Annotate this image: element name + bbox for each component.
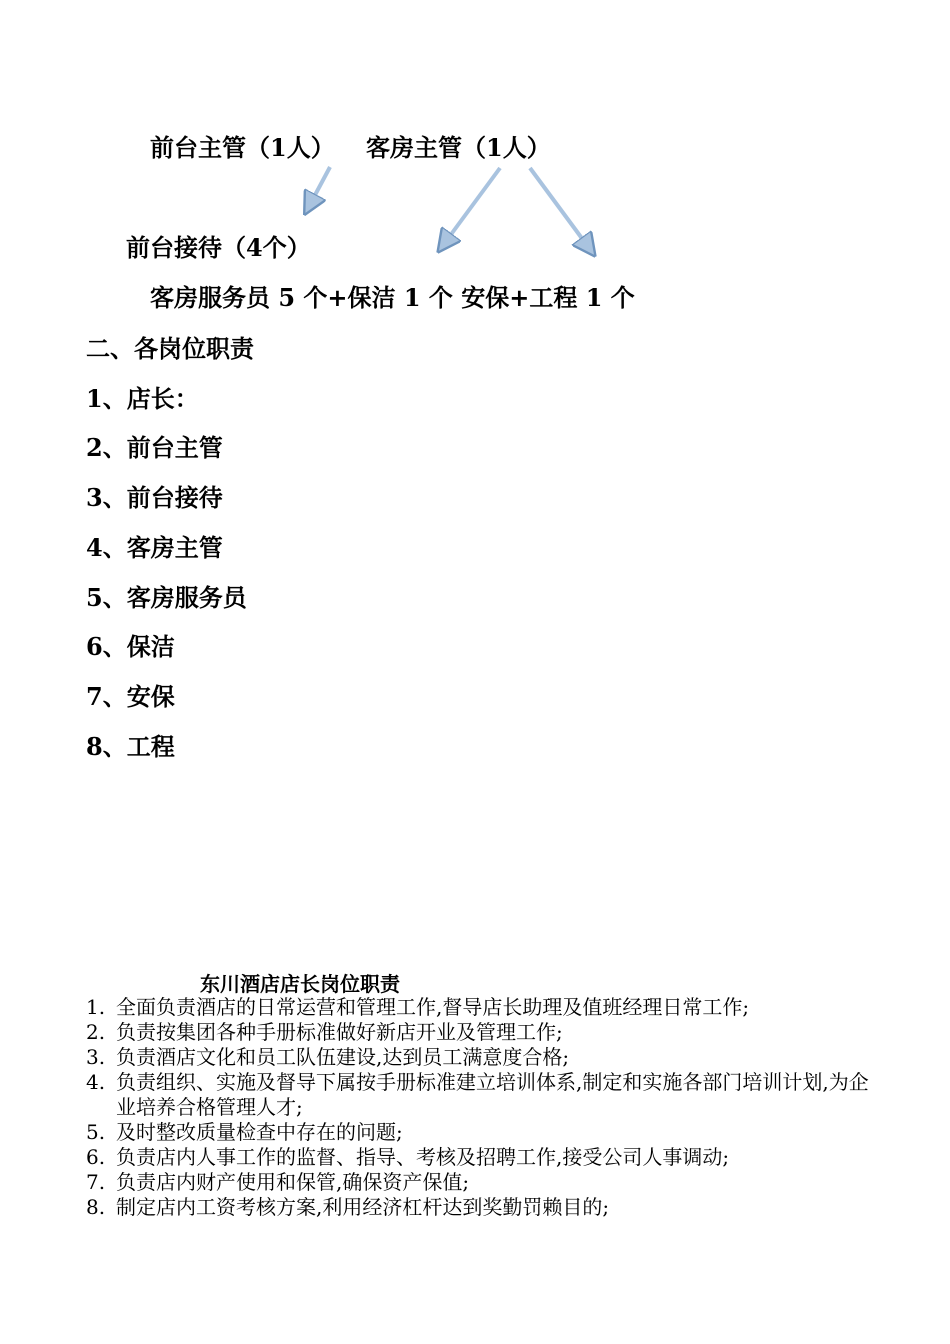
section-title: 二、各岗位职责 <box>86 334 254 363</box>
duty-item: 4. 负责组织、实施及督导下属按手册标准建立培训体系,制定和实施各部门培训计划,为企业培养合格管理人才; <box>86 1070 869 1119</box>
section-item-manager: 1、店长： <box>86 384 199 413</box>
section-item-room-supervisor: 4、客房主管 <box>86 533 223 562</box>
room-staff-label: 客房服务员 5 个+保洁 1 个 安保+工程 1 个 <box>150 283 635 312</box>
room-supervisor-label: 客房主管（1人） <box>366 133 551 162</box>
duty-item: 2. 负责按集团各种手册标准做好新店开业及管理工作; <box>86 1020 563 1044</box>
section-item-front-reception: 3、前台接待 <box>86 483 223 512</box>
section-item-engineering: 8、工程 <box>86 732 175 761</box>
arrow-front-to-reception <box>307 167 330 210</box>
duties-title: 东川酒店店长岗位职责 <box>200 972 400 996</box>
duty-item: 1. 全面负责酒店的日常运营和管理工作,督导店长助理及值班经理日常工作; <box>86 995 750 1019</box>
duties-list <box>86 995 876 1220</box>
duty-item: 8. 制定店内工资考核方案,利用经济杠杆达到奖勤罚赖目的; <box>86 1195 610 1219</box>
duty-item: 6. 负责店内人事工作的监督、指导、考核及招聘工作,接受公司人事调动; <box>86 1145 730 1169</box>
front-supervisor-label: 前台主管（1人） <box>150 133 335 162</box>
section-item-cleaning: 6、保洁 <box>86 632 175 661</box>
arrow-room-to-security <box>530 168 592 252</box>
section-item-room-staff: 5、客房服务员 <box>86 583 247 612</box>
section-item-front-supervisor: 2、前台主管 <box>86 433 223 462</box>
arrow-room-to-staff <box>441 168 500 248</box>
duty-item: 3. 负责酒店文化和员工队伍建设,达到员工满意度合格; <box>86 1045 570 1069</box>
duty-item: 5. 及时整改质量检查中存在的问题; <box>86 1120 403 1144</box>
front-reception-label: 前台接待（4个） <box>126 233 311 262</box>
duty-item: 7. 负责店内财产使用和保管,确保资产保值; <box>86 1170 470 1194</box>
section-item-security: 7、安保 <box>86 682 175 711</box>
